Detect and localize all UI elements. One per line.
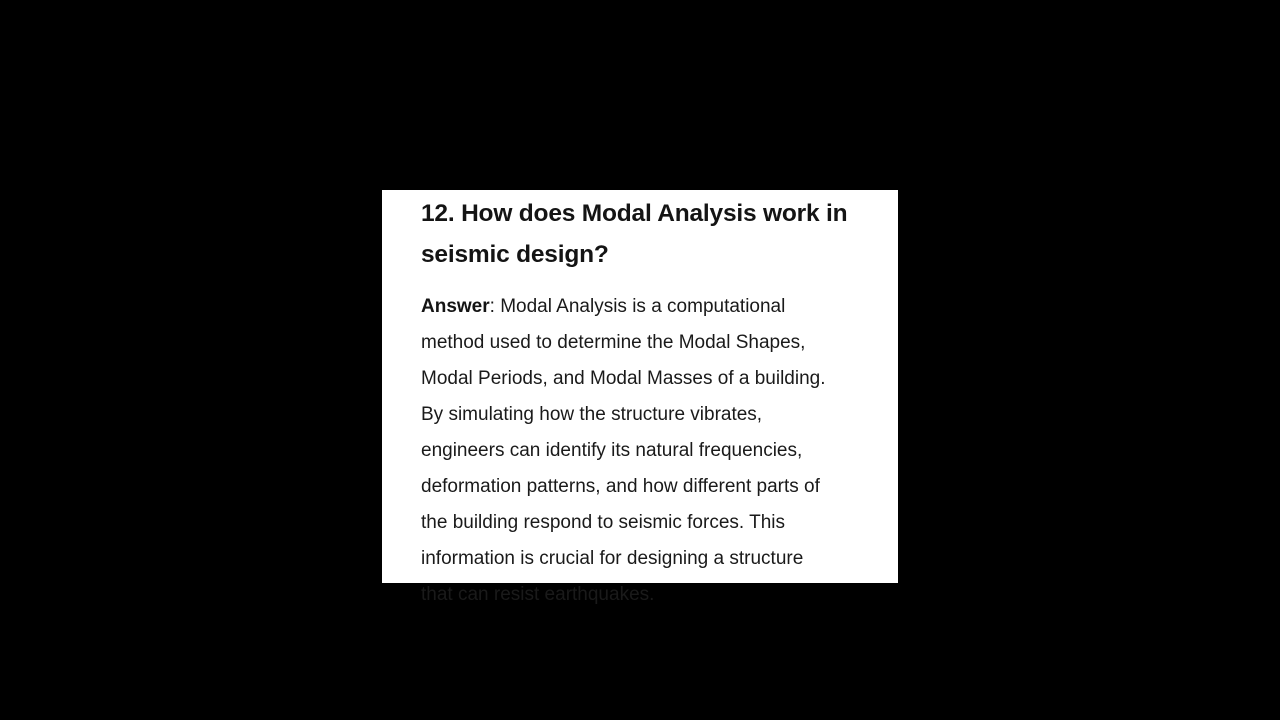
answer-line-8: information is crucial for designing a structure (421, 548, 804, 569)
answer-line-1 (421, 289, 878, 325)
answer-label: Answer (421, 296, 490, 317)
answer-line-5: engineers can identify its natural frequencies, (421, 440, 803, 461)
answer-paragraph (421, 289, 878, 613)
question-line-1: 12. How does Modal Analysis work in (421, 200, 848, 227)
answer-line-6: deformation patterns, and how different parts of (421, 476, 820, 497)
answer-line-2: method used to determine the Modal Shapes, (421, 332, 806, 353)
answer-line-1-text: : Modal Analysis is a computational (489, 296, 786, 317)
content-card (382, 190, 898, 605)
answer-line-4: By simulating how the structure vibrates, (421, 404, 763, 425)
answer-line-3: Modal Periods, and Modal Masses of a building. (421, 368, 826, 389)
question-heading (421, 190, 878, 275)
question-line-2: seismic design? (421, 241, 609, 268)
answer-line-9: that can resist earthquakes. (421, 584, 655, 605)
answer-line-7: the building respond to seismic forces. This (421, 512, 785, 533)
